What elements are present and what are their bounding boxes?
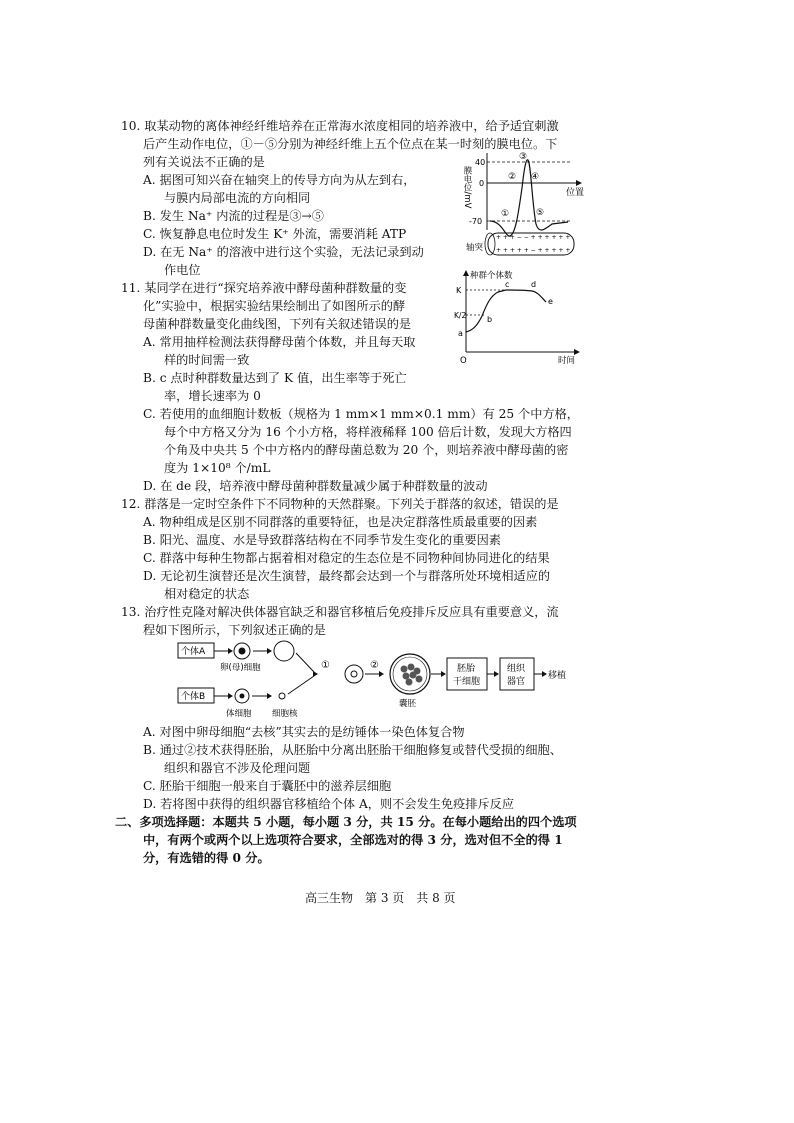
q10-axon-charges-bottom: + + + + + − + + + + + bbox=[496, 247, 571, 254]
q13-step-1: ① bbox=[321, 660, 330, 671]
q11-stem-line-3: 母菌种群数量变化曲线图，下列有关叙述错误的是 bbox=[143, 317, 412, 331]
q13-option-d: D. 若将图中获得的组织器官移植给个体 A，则不会发生免疫排斥反应 bbox=[143, 797, 515, 811]
q13-egg-label: 卵(母)细胞 bbox=[220, 663, 261, 673]
q13-step-2: ② bbox=[370, 660, 379, 671]
section2-heading-line-3: 分，有选错的得 0 分。 bbox=[143, 851, 270, 865]
q10-option-a-cont: 与膜内局部电流的方向相同 bbox=[164, 191, 311, 205]
q10-option-d-cont: 作电位 bbox=[164, 263, 201, 277]
q12-option-b: B. 阳光、温度、水是导致群落结构在不同季节发生变化的重要因素 bbox=[143, 533, 501, 547]
q13-individual-a: 个体A bbox=[181, 647, 206, 657]
q12-option-d-cont: 相对稳定的状态 bbox=[164, 587, 250, 601]
q10-xlabel: 位置 bbox=[566, 188, 585, 198]
q11-ylabel: 种群个体数 bbox=[470, 271, 513, 281]
q11-point-b: b bbox=[487, 315, 493, 324]
q10-ylabel: 膜电位/mV bbox=[462, 166, 472, 209]
q10-stem-line-2: 后产生动作电位，①－⑤分别为神经纤维上五个位点在某一时刻的膜电位。下 bbox=[143, 137, 558, 151]
q10-point-2: ② bbox=[508, 172, 517, 182]
q13-nucleus-label: 细胞核 bbox=[272, 709, 298, 719]
q11-point-c: c bbox=[505, 280, 510, 289]
q13-stem-cell-line-2: 干细胞 bbox=[453, 677, 481, 687]
q10-option-b: B. 发生 Na⁺ 内流的过程是③→⑤ bbox=[143, 209, 324, 223]
q10-tick-0: 0 bbox=[479, 179, 485, 188]
q10-membrane-potential-figure bbox=[462, 148, 592, 260]
q11-option-a: A. 常用抽样检测法获得酵母菌个体数，并且每天取 bbox=[143, 335, 416, 349]
q11-option-c-cont-2: 个角及中央共 5 个中方格内的酵母菌总数为 20 个，则培养液中酵母菌的密 bbox=[164, 443, 569, 457]
q11-stem-line-1: 11. 某同学在进行“探究培养液中酵母菌种群数量的变 bbox=[121, 281, 407, 295]
q10-stem-line-3: 列有关说法不正确的是 bbox=[143, 155, 265, 169]
q13-option-b: B. 通过②技术获得胚胎，从胚胎中分离出胚胎干细胞修复或替代受损的细胞、 bbox=[143, 743, 562, 757]
q11-stem-line-2: 化”实验中，根据实验结果绘制出了如图所示的酵 bbox=[143, 299, 406, 313]
q13-stem-line-2: 程如下图所示，下列叙述正确的是 bbox=[143, 623, 326, 637]
q13-somatic-label: 体细胞 bbox=[226, 709, 252, 719]
q11-option-c: C. 若使用的血细胞计数板（规格为 1 mm×1 mm×0.1 mm）有 25 个中方格， bbox=[143, 407, 579, 421]
q11-origin: O bbox=[460, 356, 467, 366]
page-footer: 高三生物 第 3 页 共 8 页 bbox=[305, 891, 456, 905]
q10-point-5: ⑤ bbox=[536, 208, 545, 218]
q11-option-c-cont-3: 度为 1×10⁸ 个/mL bbox=[164, 461, 271, 475]
q11-xlabel: 时间 bbox=[558, 356, 576, 366]
q13-organ-line-2: 器官 bbox=[507, 677, 526, 687]
q11-option-b: B. c 点时种群数量达到了 K 值，出生率等于死亡 bbox=[143, 371, 407, 385]
q10-stem-line-1: 10. 取某动物的离体神经纤维培养在正常海水浓度相同的培养液中，给予适宜刺激 bbox=[121, 119, 559, 133]
q13-transplant-label: 移植 bbox=[548, 671, 567, 681]
q11-point-d: d bbox=[531, 280, 537, 289]
q10-option-d: D. 在无 Na⁺ 的溶液中进行这个实验，无法记录到动 bbox=[143, 245, 424, 259]
q13-individual-b: 个体B bbox=[181, 692, 206, 702]
q10-axon-label: 轴突 bbox=[466, 243, 484, 253]
q10-option-a: A. 据图可知兴奋在轴突上的传导方向为从左到右， bbox=[143, 173, 416, 187]
q13-stem-line-1: 13. 治疗性克隆对解决供体器官缺乏和器官移植后免疫排斥反应具有重要意义，流 bbox=[121, 605, 559, 619]
section2-heading-line-2: 中，有两个或两个以上选项符合要求，全部选对的得 3 分，选对但不全的得 1 bbox=[143, 833, 563, 847]
q13-cloning-flow-figure bbox=[176, 640, 596, 722]
q10-point-4: ④ bbox=[531, 172, 540, 182]
q12-option-c: C. 群落中每种生物都占据着相对稳定的生态位是不同物种间协同进化的结果 bbox=[143, 551, 550, 565]
q13-option-b-cont: 组织和器官不涉及伦理问题 bbox=[164, 761, 311, 775]
q11-population-curve-figure bbox=[456, 268, 586, 368]
q10-point-1: ① bbox=[501, 209, 510, 219]
q11-option-a-cont: 样的时间需一致 bbox=[164, 353, 250, 367]
q10-point-3: ③ bbox=[519, 152, 528, 162]
q12-stem-line-1: 12. 群落是一定时空条件下不同物种的天然群聚。下列关于群落的叙述，错误的是 bbox=[121, 497, 559, 511]
q11-option-d: D. 在 de 段，培养液中酵母菌种群数量减少属于种群数量的波动 bbox=[143, 479, 488, 493]
q11-point-a: a bbox=[458, 329, 463, 338]
q11-k-label: K bbox=[456, 286, 462, 295]
q11-option-c-cont-1: 每个中方格又分为 16 个小方格，将样液稀释 100 倍后计数，发现大方格四 bbox=[164, 425, 572, 439]
q11-point-e: e bbox=[548, 297, 553, 306]
q11-option-b-cont: 率，增长速率为 0 bbox=[164, 389, 261, 403]
q10-option-c: C. 恢复静息电位时发生 K⁺ 外流，需要消耗 ATP bbox=[143, 227, 407, 241]
q13-organ-line-1: 组织 bbox=[507, 664, 526, 674]
q10-tick-40: 40 bbox=[475, 158, 486, 167]
q12-option-a: A. 物种组成是区别不同群落的重要特征，也是决定群落性质最重要的因素 bbox=[143, 515, 538, 529]
q13-blastocyst-label: 囊胚 bbox=[399, 699, 417, 709]
q10-axon-charges-top: + + + − − + + + + + + bbox=[496, 234, 571, 241]
q12-option-d: D. 无论初生演替还是次生演替，最终都会达到一个与群落所处环境相适应的 bbox=[143, 569, 551, 583]
q10-tick-neg70: -70 bbox=[469, 217, 483, 226]
q13-stem-cell-line-1: 胚胎 bbox=[457, 664, 476, 674]
section2-heading-line-1: 二、多项选择题：本题共 5 小题，每小题 3 分，共 15 分。在每小题给出的四个选项 bbox=[115, 815, 577, 829]
q13-option-a: A. 对图中卵母细胞“去核”其实去的是纺锤体一染色体复合物 bbox=[143, 725, 465, 739]
q13-option-c: C. 胚胎干细胞一般来自于囊胚中的滋养层细胞 bbox=[143, 779, 392, 793]
q11-k2-label: K/2 bbox=[454, 311, 467, 320]
